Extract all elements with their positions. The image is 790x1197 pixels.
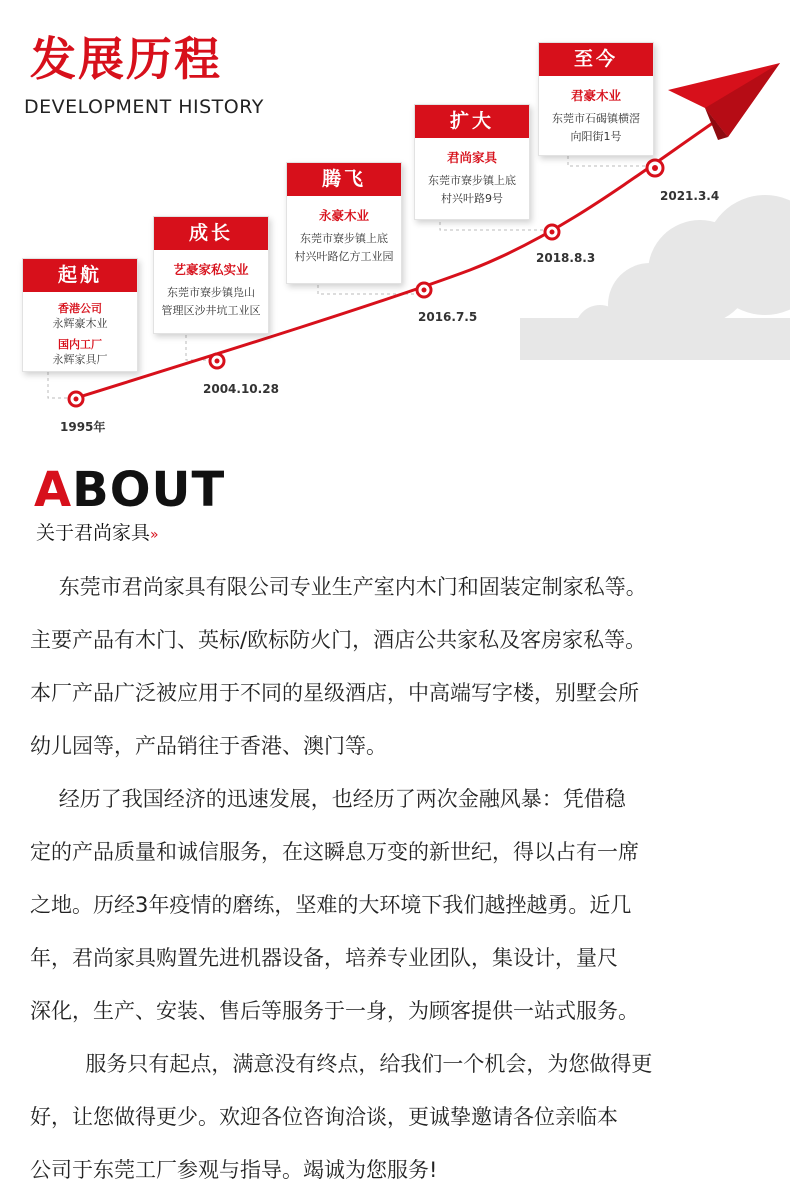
timeline-date: 2021.3.4 [660, 189, 720, 203]
card-heading: 至今 [539, 43, 653, 76]
timeline-card-2021 [538, 42, 654, 156]
card-address [154, 284, 268, 320]
card-address-line: 向阳街1号 [570, 130, 622, 143]
about-heading-initial: A [34, 462, 73, 518]
timeline-card-2018 [414, 104, 530, 220]
timeline-card-2004 [153, 216, 269, 334]
about-subtitle [36, 518, 159, 545]
body-line: 主要产品有木门、英标/欧标防火门，酒店公共家私及客房家私等。 [30, 628, 647, 652]
body-line: 公司于东莞工厂参观与指导。竭诚为您服务! [30, 1158, 438, 1182]
timeline-date: 1995年 [60, 420, 106, 434]
body-line: 东莞市君尚家具有限公司专业生产室内木门和固装定制家私等。 [32, 575, 647, 599]
body-line: 本厂产品广泛被应用于不同的星级酒店，中高端写字楼，别墅会所 [30, 681, 639, 705]
card-address-line: 村兴叶路9号 [441, 192, 503, 205]
timeline-date: 2016.7.5 [418, 310, 478, 324]
card-company-name: 君豪木业 [570, 88, 621, 103]
about-heading-rest: BOUT [72, 462, 226, 518]
card-address [415, 172, 529, 208]
timeline-date: 2018.8.3 [536, 251, 596, 265]
card-heading: 成长 [154, 217, 268, 250]
card-address-line: 村兴叶路亿方工业园 [294, 250, 394, 263]
about-body [0, 561, 790, 1197]
body-line: 深化，生产、安装、售后等服务于一身，为顾客提供一站式服务。 [30, 999, 639, 1023]
body-line: 幼儿园等，产品销往于香港、澳门等。 [30, 734, 387, 758]
timeline-date: 2004.10.28 [203, 382, 279, 396]
about-heading [34, 462, 225, 518]
cloud-decoration [520, 195, 790, 360]
about-subtitle-text: 关于君尚家具 [36, 522, 151, 544]
card-text: 永辉豪木业 [52, 317, 108, 330]
body-line: 之地。历经3年疫情的磨练，坚难的大环境下我们越挫越勇。近几 [30, 893, 632, 917]
card-heading: 起航 [23, 259, 137, 292]
card-address-line: 管理区沙井坑工业区 [161, 304, 261, 317]
card-heading: 腾飞 [287, 163, 401, 196]
card-address [287, 230, 401, 266]
card-address-line: 东莞市寮步镇上底 [428, 174, 516, 187]
arrow-head-icon [668, 63, 780, 140]
card-address-line: 东莞市石碣镇横滘 [552, 112, 640, 125]
body-line: 年，君尚家具购置先进机器设备，培养专业团队，集设计，量尺 [30, 946, 618, 970]
card-subheading: 香港公司 [58, 302, 102, 315]
double-chevron-icon: » [150, 527, 159, 543]
card-company-name: 君尚家具 [446, 150, 497, 165]
card-subheading: 国内工厂 [58, 338, 102, 351]
page-title: 发展历程 [30, 32, 222, 86]
page-subtitle: DEVELOPMENT HISTORY [24, 96, 264, 118]
timeline-card-2016 [286, 162, 402, 284]
body-line: 服务只有起点，满意没有终点，给我们一个机会，为您做得更 [32, 1052, 653, 1076]
card-company-name: 永豪木业 [318, 208, 369, 223]
body-line: 经历了我国经济的迅速发展，也经历了两次金融风暴：凭借稳 [32, 787, 626, 811]
card-text: 永辉家具厂 [52, 353, 108, 366]
card-address [539, 110, 653, 146]
card-company-name: 艺豪家私实业 [173, 262, 249, 277]
body-line: 定的产品质量和诚信服务，在这瞬息万变的新世纪，得以占有一席 [30, 840, 639, 864]
body-line: 好，让您做得更少。欢迎各位咨询洽谈，更诚挚邀请各位亲临本 [30, 1105, 618, 1129]
card-address-line: 东莞市寮步镇上底 [300, 232, 388, 245]
card-heading: 扩大 [415, 105, 529, 138]
timeline-card-1995 [22, 258, 138, 372]
card-address-line: 东莞市寮步镇凫山 [167, 286, 255, 299]
